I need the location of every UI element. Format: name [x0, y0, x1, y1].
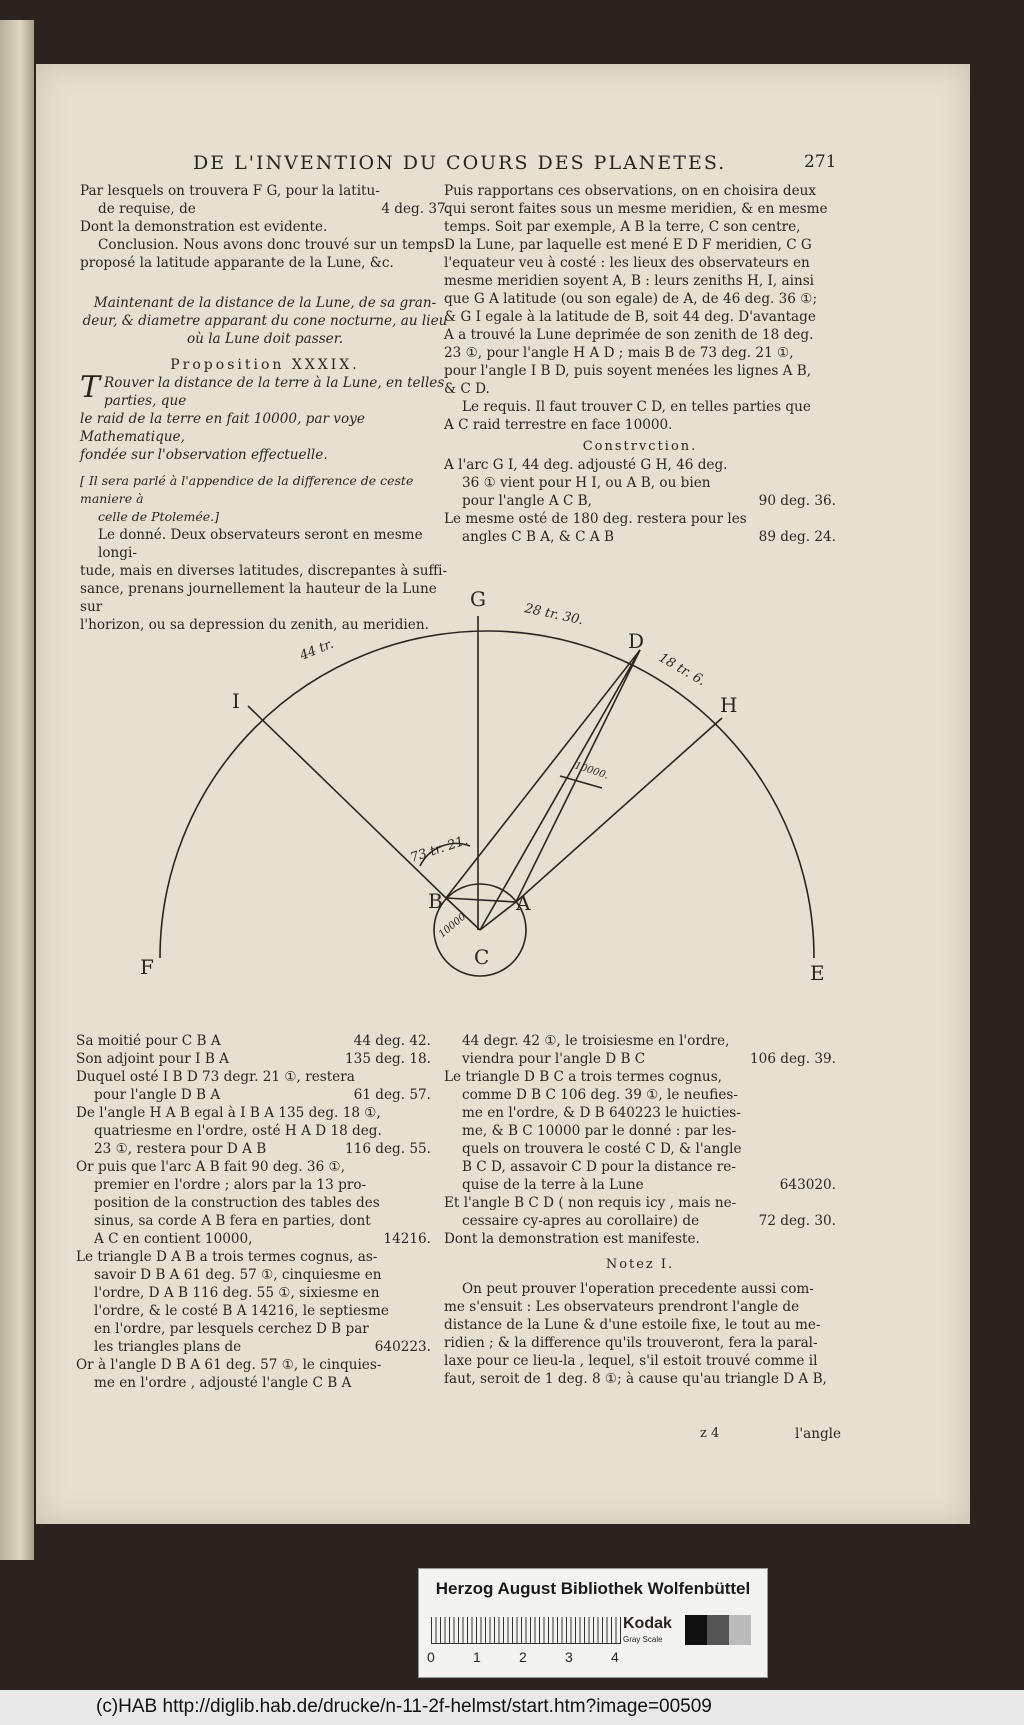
text-line: proposé la latitude apparante de la Lune, &c.: [80, 255, 394, 271]
text-line: temps. Soit par exemple, A B la terre, C son centre,: [444, 219, 801, 235]
text-line: comme D B C 106 deg. 39 ①, le neufies-: [462, 1087, 738, 1103]
text-line: angles C B A, & C A B: [462, 529, 615, 545]
value: 106 deg. 39.: [750, 1051, 836, 1067]
text-line: & C D.: [444, 381, 490, 397]
arc-label-dh: 18 tr. 6.: [656, 650, 708, 690]
section-heading: où la Lune doit passer.: [186, 331, 344, 347]
left-column: [80, 182, 450, 634]
gray-scale-text: Gray Scale: [623, 1635, 663, 1644]
text-line: Le donné. Deux observateurs seront en mesme longi-: [98, 527, 423, 561]
text-line: fondée sur l'observation effectuelle.: [80, 447, 328, 463]
text-line: distance de la Lune & d'une estoile fixe, le tout au me-: [444, 1317, 821, 1333]
radius-label: 10000: [436, 911, 469, 941]
text-line: l'ordre, & le costé B A 14216, le septiesme: [94, 1303, 389, 1319]
line-bi: [248, 706, 446, 898]
text-line: pour l'angle D B A: [94, 1087, 221, 1103]
line-bd: [446, 650, 640, 898]
library-name: Herzog August Bibliothek Wolfenbüttel: [435, 1579, 751, 1598]
text-line: tude, mais en diverses latitudes, discrepantes à suffi-: [80, 563, 448, 579]
ruler-number: 0: [427, 1649, 435, 1665]
arc-label-gi: 44 tr.: [297, 636, 336, 664]
text-line: de requise, de: [98, 201, 196, 217]
text-line: quise de la terre à la Lune: [462, 1177, 644, 1193]
text-line: Et l'angle B C D ( non requis icy , mais ne-: [444, 1195, 737, 1211]
segment-label: 10000.: [573, 760, 610, 782]
text-line: Conclusion. Nous avons donc trouvé sur un temps: [98, 237, 445, 253]
ruler-number: 1: [473, 1649, 481, 1665]
text-line: Rouver la distance de la terre à la Lune, en telles parties, que: [104, 375, 445, 409]
running-title: DE L'INVENTION DU COURS DES PLANETES.: [193, 152, 727, 174]
text-line: ridien ; & la difference qu'ils trouveront, fera la paral-: [444, 1335, 818, 1351]
gray-swatch-black: [685, 1615, 707, 1645]
text-line: 36 ① vient pour H I, ou A B, ou bien: [462, 475, 711, 491]
text-line: que G A latitude (ou son egale) de A, de 46 deg. 36 ①;: [444, 291, 818, 307]
construction-heading: Constrvction.: [582, 439, 698, 454]
gray-swatch-light: [729, 1615, 751, 1645]
scale-ruler: [431, 1617, 621, 1644]
text-line: savoir D B A 61 deg. 57 ①, cinquiesme en: [94, 1267, 382, 1283]
section-heading: deur, & diametre apparant du cone nocturne, au lieu: [82, 313, 448, 329]
line-ad: [516, 650, 640, 902]
label-F: F: [140, 955, 154, 979]
text-line: A a trouvé la Lune deprimée de son zenith de 18 deg.: [444, 327, 814, 343]
ruler-number: 2: [519, 1649, 527, 1665]
meridian-arc: [160, 631, 814, 958]
text-line: pour l'angle A C B,: [462, 493, 592, 509]
text-line: laxe pour ce lieu-la , lequel, s'il estoit trouvé comme il: [444, 1353, 818, 1369]
value: 116 deg. 55.: [345, 1141, 431, 1157]
text-line: 23 ①, restera pour D A B: [94, 1141, 267, 1157]
label-G: G: [470, 587, 486, 611]
text-line: Par lesquels on trouvera F G, pour la latitu-: [80, 183, 380, 199]
label-E: E: [810, 961, 825, 985]
notez-heading: Notez I.: [605, 1257, 675, 1272]
label-D: D: [628, 629, 645, 653]
lower-left-column: [76, 1032, 431, 1392]
label-C: C: [474, 945, 490, 969]
text-line: Sa moitié pour C B A: [76, 1033, 221, 1049]
text-line: Duquel osté I B D 73 degr. 21 ①, restera: [76, 1069, 355, 1085]
proposition-title: Proposition XXXIX.: [170, 357, 360, 373]
value: 89 deg. 24.: [758, 529, 836, 545]
catchword: l'angle: [795, 1426, 842, 1442]
footer-url[interactable]: (c)HAB http://diglib.hab.de/drucke/n-11-2f-helmst/start.htm?image=00509: [96, 1696, 712, 1717]
text-line: l'horizon, ou sa depression du zenith, au meridien.: [80, 617, 429, 633]
footer-bar: [0, 1690, 1024, 1725]
text-line: & G I egale à la latitude de B, soit 44 deg. D'avantage: [444, 309, 816, 325]
text-line: De l'angle H A B egal à I B A 135 deg. 18 ①,: [76, 1105, 381, 1121]
text-line: Le mesme osté de 180 deg. restera pour les: [444, 511, 747, 527]
text-line: position de la construction des tables des: [94, 1195, 380, 1211]
line-ab: [446, 898, 516, 902]
value: 14216.: [383, 1231, 431, 1247]
value: 643020.: [779, 1177, 836, 1193]
text-line: l'equateur veu à costé : les lieux des observateurs en: [444, 255, 810, 271]
label-B: B: [428, 889, 443, 913]
text-line: B C D, assavoir C D pour la distance re-: [462, 1159, 736, 1175]
text-line: me en l'ordre, & D B 640223 le huicties-: [462, 1105, 741, 1121]
text-line: l'ordre, D A B 116 deg. 55 ①, sixiesme en: [94, 1285, 380, 1301]
text-line: cessaire cy-apres au corollaire) de: [462, 1213, 700, 1229]
text-line: sinus, sa corde A B fera en parties, dont: [94, 1213, 371, 1229]
angle-label-b: 73 tr. 21.: [408, 833, 470, 866]
text-line: le raid de la terre en fait 10000, par voye Mathematique,: [80, 411, 365, 445]
label-H: H: [720, 693, 738, 717]
text-line: sance, prenans journellement la hauteur de la Lune sur: [80, 581, 437, 615]
text-line: les triangles plans de: [94, 1339, 242, 1355]
text-line: Or à l'angle D B A 61 deg. 57 ①, le cinquies-: [76, 1357, 382, 1373]
lower-right-column: [444, 1032, 836, 1388]
text-line: Son adjoint pour I B A: [76, 1051, 229, 1067]
text-line: me en l'ordre , adjousté l'angle C B A: [94, 1375, 352, 1391]
line-ah: [516, 718, 722, 902]
line-cd: [480, 650, 640, 930]
ruler-number: 4: [611, 1649, 619, 1665]
line-ac: [480, 902, 516, 930]
text-line: Dont la demonstration est manifeste.: [444, 1231, 700, 1247]
drop-cap: T: [80, 370, 101, 405]
text-line: en l'ordre, par lesquels cerchez D B par: [94, 1321, 369, 1337]
geometric-diagram: [130, 578, 830, 998]
text-line: 23 ①, pour l'angle H A D ; mais B de 73 deg. 21 ①,: [444, 345, 794, 361]
text-line: A C raid terrestre en face 10000.: [444, 417, 673, 433]
label-A: A: [516, 891, 531, 915]
value: 640223.: [374, 1339, 431, 1355]
text-line: Dont la demonstration est evidente.: [80, 219, 328, 235]
text-line: 44 degr. 42 ①, le troisiesme en l'ordre,: [462, 1033, 730, 1049]
text-line: premier en l'ordre ; alors par la 13 pro-: [94, 1177, 367, 1193]
value: 90 deg. 36.: [758, 493, 836, 509]
gray-swatch-mid: [707, 1615, 729, 1645]
section-heading: Maintenant de la distance de la Lune, de sa gran-: [93, 295, 437, 311]
text-line: Or puis que l'arc A B fait 90 deg. 36 ①,: [76, 1159, 346, 1175]
label-I: I: [232, 689, 240, 713]
arc-label-gd: 28 tr. 30.: [523, 601, 585, 629]
text-line: Le triangle D B C a trois termes cognus,: [444, 1069, 722, 1085]
value: 61 deg. 57.: [353, 1087, 431, 1103]
library-scale-label: [418, 1568, 768, 1678]
text-line: me s'ensuit : Les observateurs prendront l'angle de: [444, 1299, 800, 1315]
value: 4 deg. 37.: [381, 201, 450, 217]
text-line: faut, seroit de 1 deg. 8 ①; à cause qu'au triangle D A B,: [444, 1371, 827, 1387]
text-line: Le requis. Il faut trouver C D, en telles parties que: [462, 399, 811, 415]
text-line: A C en contient 10000,: [94, 1231, 253, 1247]
text-line: Le triangle D A B a trois termes cognus, as-: [76, 1249, 378, 1265]
bracket-note: celle de Ptolemée.]: [98, 509, 219, 524]
text-line: Puis rapportans ces observations, on en choisira deux: [444, 183, 817, 199]
bracket-note: [ Il sera parlé à l'appendice de la difference de ceste maniere à: [80, 473, 414, 506]
text-line: quatriesme en l'ordre, osté H A D 18 deg.: [94, 1123, 382, 1139]
text-line: viendra pour l'angle D B C: [462, 1051, 646, 1067]
text-line: pour l'angle I B D, puis soyent menées les lignes A B,: [444, 363, 812, 379]
value: 72 deg. 30.: [758, 1213, 836, 1229]
value: 44 deg. 42.: [353, 1033, 431, 1049]
text-line: me, & B C 10000 par le donné : par les-: [462, 1123, 737, 1139]
adjacent-page-edge: [0, 20, 34, 1560]
signature-mark: z 4: [700, 1426, 720, 1441]
text-line: qui seront faites sous un mesme meridien, & en mesme: [444, 201, 828, 217]
value: 135 deg. 18.: [345, 1051, 431, 1067]
kodak-logo: Kodak: [623, 1615, 672, 1632]
text-line: mesme meridien soyent A, B : leurs zeniths H, I, ainsi: [444, 273, 815, 289]
text-line: quels on trouvera le costé C D, & l'angle: [462, 1141, 742, 1157]
text-line: On peut prouver l'operation precedente aussi com-: [462, 1281, 814, 1297]
text-line: D la Lune, par laquelle est mené E D F meridien, C G: [444, 237, 812, 253]
diagram-svg: [130, 578, 830, 998]
right-column: [444, 182, 836, 546]
text-line: A l'arc G I, 44 deg. adjousté G H, 46 deg.: [444, 457, 728, 473]
page-number: 271: [804, 152, 837, 172]
ruler-number: 3: [565, 1649, 573, 1665]
